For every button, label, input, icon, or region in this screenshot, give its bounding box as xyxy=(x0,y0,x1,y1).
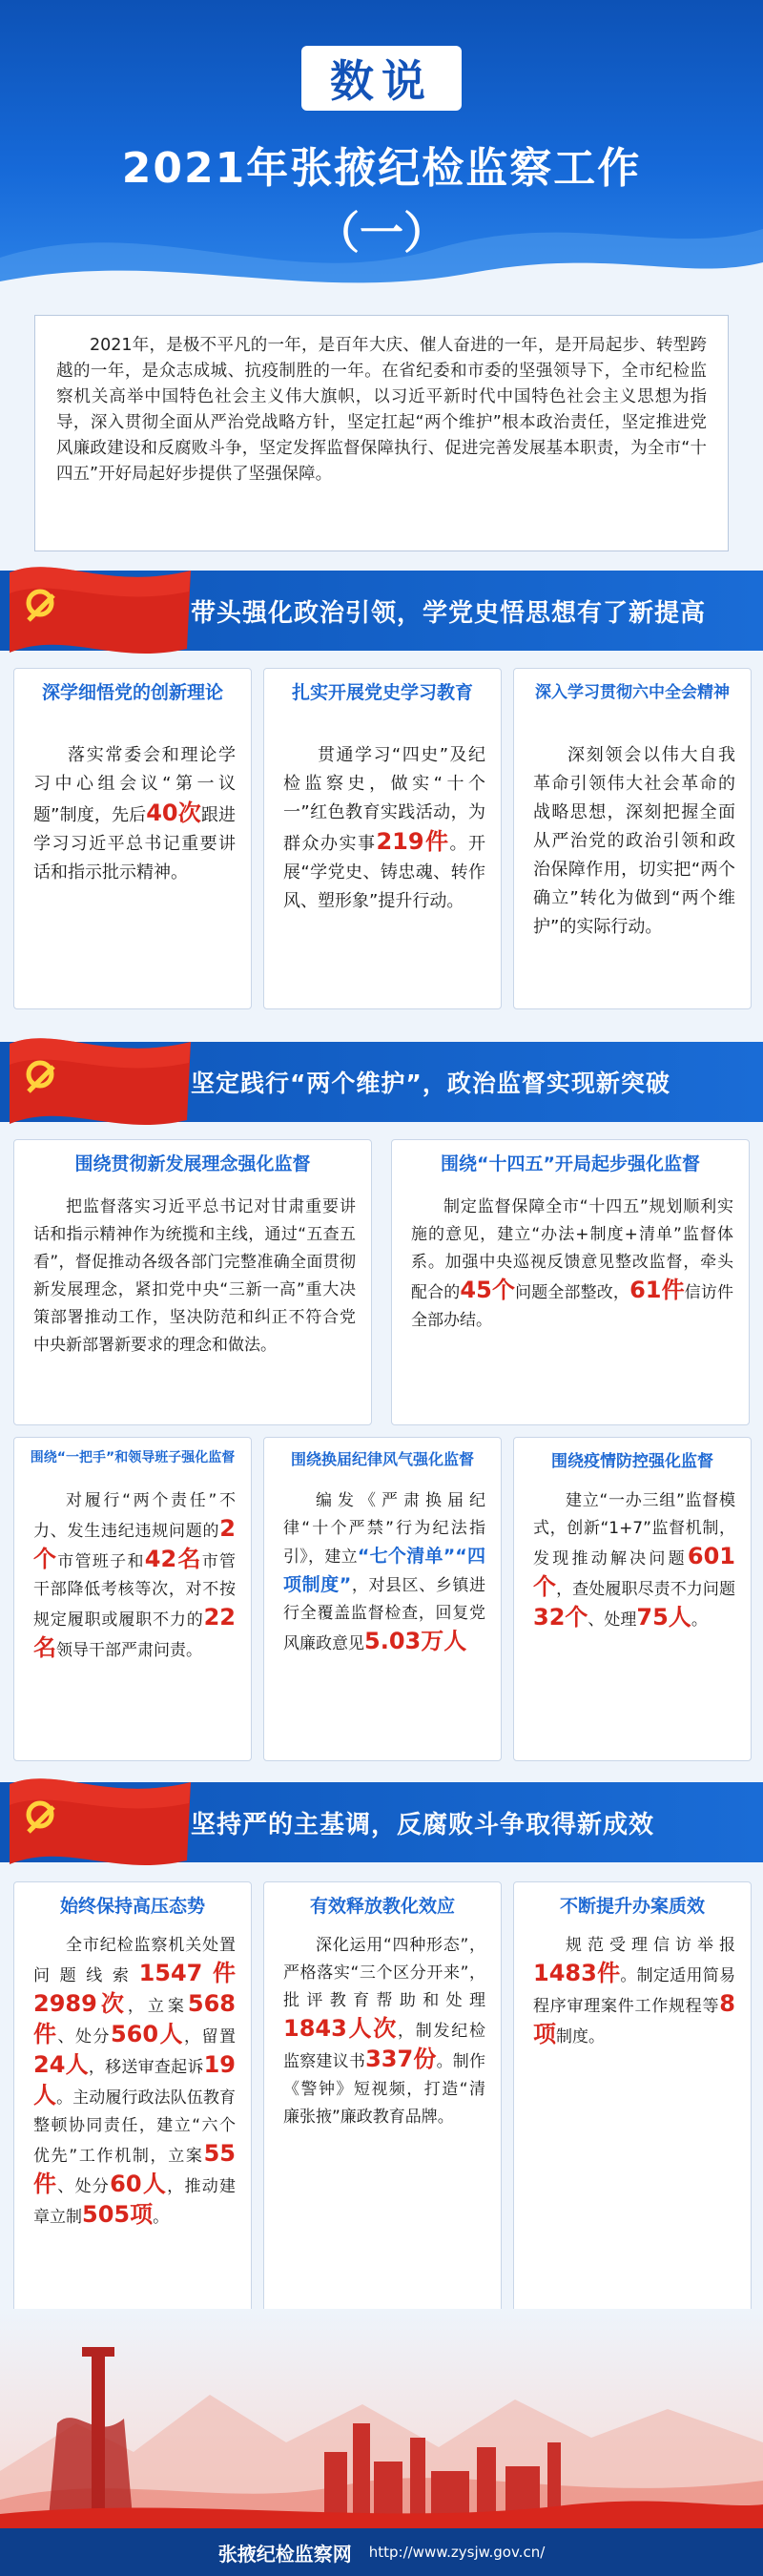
card-text: 深刻领会以伟大自我革命引领伟大社会革命的战略思想，深刻把握全面从严治党的政治引领和政治保障作用，切实把“两个确立”转化为做到“两个维护”的实际行动。 xyxy=(533,745,735,937)
stat-number: 601个 xyxy=(533,1543,735,1600)
card-text-part: ，立案 xyxy=(127,1997,188,2016)
stat-number: 22名 xyxy=(33,1604,236,1661)
stat-number: 60人 xyxy=(110,2171,168,2197)
card-text-part: ，推动建章立制 xyxy=(33,2177,237,2227)
card-epidemic-control xyxy=(513,1437,752,1761)
card-text-part: 制度。 xyxy=(556,2027,605,2046)
stat-number: 5.03万人 xyxy=(364,1628,467,1654)
card-text-part: 问题全部整改， xyxy=(515,1283,630,1302)
card-title: 围绕贯彻新发展理念强化监督 xyxy=(74,1153,311,1174)
party-flag-icon xyxy=(0,1765,200,1880)
card-title: 围绕“一把手”和领导班子强化监督 xyxy=(30,1450,236,1465)
hero-header xyxy=(0,0,763,305)
footer-url-link[interactable]: http://www.zysjw.gov.cn/ xyxy=(368,2544,546,2561)
card-14th-five-year xyxy=(391,1139,750,1425)
skyline-illustration xyxy=(0,2309,763,2528)
card-text: 把监督落实习近平总书记对甘肃重要讲话和指示精神作为统揽和主线，通过“五查五看”，督促推动各级各部门完整准确全面贯彻新发展理念，紧扣党中央“三新一高”重大决策部署推动工作，坚决防范和纠正不符合党中央新部署新要求的理念和做法。 xyxy=(33,1197,356,1355)
stat-number: 61件 xyxy=(629,1277,685,1303)
card-title: 围绕“十四五”开局起步强化监督 xyxy=(441,1153,700,1174)
card-text xyxy=(33,741,236,887)
section-1-title: 带头强化政治引领，学党史悟思想有了新提高 xyxy=(191,598,707,628)
card-text-part: ，查处履职尽责不力问题 xyxy=(556,1580,736,1599)
stat-number: 2个 xyxy=(33,1515,236,1572)
stat-number: 45个 xyxy=(460,1277,516,1303)
card-text-part: 。主动履行政法队伍教育整顿协同责任，建立“六个优先”工作机制，立案 xyxy=(33,2088,237,2166)
card-text-part: 、处分 xyxy=(57,2177,111,2196)
page-title: 2021年张掖纪检监察工作 xyxy=(121,144,642,193)
card-text-part: 规范受理信访举报 xyxy=(566,1936,735,1955)
card-high-pressure xyxy=(13,1881,252,2330)
card-text-part: 。制定适用简易程序审理案件工作规程等 xyxy=(533,1966,736,2016)
section-2-banner xyxy=(0,1042,763,1122)
card-text xyxy=(533,1487,735,1634)
card-text-part: 跟进学习习近平总书记重要讲话和指示批示精神。 xyxy=(33,805,237,883)
card-text-part: 、处分 xyxy=(57,2027,111,2046)
stat-number: 219件 xyxy=(376,828,450,855)
section-2-title: 坚定践行“两个维护”，政治监督实现新突破 xyxy=(191,1070,670,1097)
card-text-part: 市管班子和 xyxy=(57,1552,145,1571)
card-text-part: 深化运用“四种形态”，严格落实“三个区分开来”，批评教育帮助和处理 xyxy=(283,1936,485,2010)
intro-paragraph: 2021年，是极不平凡的一年，是百年大庆、催人奋进的一年，是开局起步、转型跨越的一年，是众志成城、抗疫制胜的一年。在省纪委和市委的坚强领导下，全市纪检监察机关高举中国特色社会主义伟大旗帜，以习近平新时代中国特色社会主义思想为指导，深入贯彻全面从严治党战略方针，坚定扛起“两个维护”根本政治责任，坚定推进党风廉政建设和反腐败斗争，坚定发挥监督保障执行、促进完善发展基本职责，为全市“十四五”开好局起好步提供了坚强保障。 xyxy=(34,315,729,551)
card-text-part: ，制发纪检监察建议书 xyxy=(283,2022,486,2071)
stat-number: 42名 xyxy=(144,1546,202,1572)
stat-number: 55件 xyxy=(33,2140,236,2197)
stat-number: 560人 xyxy=(110,2021,185,2047)
card-text-part: 全市纪检监察机关处置问题线索 xyxy=(33,1936,236,1985)
card-leaders xyxy=(13,1437,252,1761)
card-text xyxy=(283,1932,485,2131)
stat-number: 8项 xyxy=(533,1990,735,2047)
card-text xyxy=(411,1194,733,1335)
footer-site-name: 张掖纪检监察网 xyxy=(217,2542,352,2566)
card-innovation-theory xyxy=(13,668,252,1009)
footer-bar xyxy=(0,2528,763,2576)
card-new-development xyxy=(13,1139,372,1425)
card-text-part: 领导干部严肃问责。 xyxy=(56,1641,202,1660)
card-text-part: 信访件全部办结。 xyxy=(411,1283,734,1330)
card-text-part: 市管干部降低考核等次，对不按规定履职或履职不力的 xyxy=(33,1552,237,1630)
card-text xyxy=(33,1487,236,1665)
card-title: 深入学习贯彻六中全会精神 xyxy=(535,683,730,702)
card-text-part: 。 xyxy=(153,2208,170,2227)
stat-number: 1547件2989次 xyxy=(33,1960,236,2017)
card-text-part: 制定监督保障全市“十四五”规划顺利实施的意见，建立“办法+制度+清单”监督体系。加强中央巡视反馈意见整改监督，牵头配合的 xyxy=(411,1197,733,1302)
highlight-text: “七个清单”“四项制度” xyxy=(283,1546,486,1595)
header-badge: 数说 xyxy=(301,46,462,111)
stat-number: 75人 xyxy=(636,1604,691,1631)
section-3-title: 坚持严的主基调，反腐败斗争取得新成效 xyxy=(191,1810,655,1839)
section-1-banner xyxy=(0,571,763,651)
card-title: 围绕疫情防控强化监督 xyxy=(551,1452,713,1471)
stat-number: 1483件 xyxy=(533,1960,621,1986)
card-text xyxy=(33,1932,236,2232)
card-title: 围绕换届纪律风气强化监督 xyxy=(290,1450,474,1468)
card-text-part: ，对县区、乡镇进行全覆盖监督检查，回复党风廉政意见 xyxy=(283,1576,485,1653)
stat-number: 24人 xyxy=(33,2051,89,2078)
stat-number: 40次 xyxy=(146,800,201,826)
card-title: 深学细悟党的创新理论 xyxy=(41,682,223,703)
stat-number: 19人 xyxy=(33,2051,236,2109)
card-text-part: 建立“一办三组”监督模式，创新“1+7”监督机制，发现推动解决问题 xyxy=(533,1491,735,1568)
stat-number: 505项 xyxy=(82,2201,154,2228)
card-text-part: 。制作《警钟》短视频，打造“清廉张掖”廉政教育品牌。 xyxy=(283,2052,486,2127)
card-text-part: 对履行“两个责任”不力、发生违纪违规问题的 xyxy=(33,1491,236,1541)
page-subtitle: （一） xyxy=(316,207,447,259)
section-3-banner xyxy=(0,1782,763,1862)
stat-number: 1843人次 xyxy=(283,2015,399,2042)
card-text-part: ，留置 xyxy=(184,2027,237,2046)
card-text xyxy=(283,1487,485,1658)
card-text-part: 。开展“学党史、铸忠魂、转作风、塑形象”提升行动。 xyxy=(283,834,486,911)
card-education-effect xyxy=(263,1881,502,2330)
card-text-part: 编发《严肃换届纪律“十个严禁”行为纪法指引》，建立 xyxy=(283,1491,485,1567)
card-title: 始终保持高压态势 xyxy=(59,1896,205,1917)
card-text xyxy=(283,741,485,916)
card-text-part: 。 xyxy=(691,1610,708,1630)
card-title: 有效释放教化效应 xyxy=(309,1896,455,1917)
card-text-part: 贯通学习“四史”及纪检监察史，做实“十个一”红色教育实践活动，为群众办实事 xyxy=(283,745,485,854)
card-case-quality xyxy=(513,1881,752,2330)
card-text xyxy=(533,1932,735,2051)
party-flag-icon xyxy=(0,553,200,668)
card-party-history xyxy=(263,668,502,1009)
card-title: 扎实开展党史学习教育 xyxy=(291,682,473,703)
card-text-part: 、处理 xyxy=(588,1610,637,1630)
card-title: 不断提升办案质效 xyxy=(559,1896,705,1917)
stat-number: 32个 xyxy=(533,1604,588,1631)
party-flag-icon xyxy=(0,1025,200,1139)
stat-number: 337份 xyxy=(365,2046,437,2072)
card-text-part: 落实常委会和理论学习中心组会议“第一议题”制度，先后 xyxy=(33,745,236,825)
card-sixth-plenum xyxy=(513,668,752,1009)
stat-number: 568件 xyxy=(33,1990,237,2047)
card-text-part: ，移送审查起诉 xyxy=(88,2058,204,2077)
card-election-discipline xyxy=(263,1437,502,1761)
